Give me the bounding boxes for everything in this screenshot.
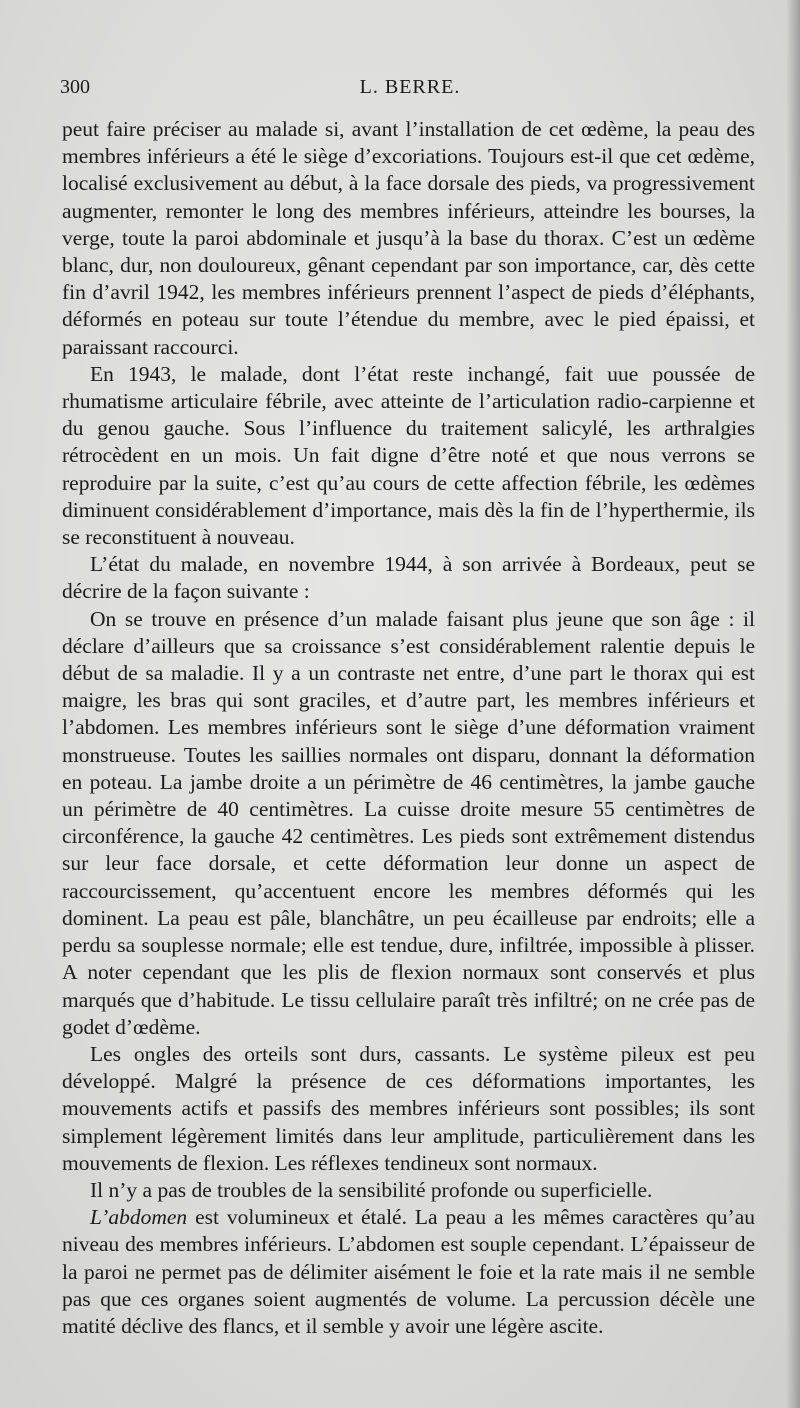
page-header [60,76,760,102]
paragraph-7 [62,1204,755,1340]
paragraph-6: Il n’y a pas de troubles de la sensibilité profonde ou superficielle. [90,1177,653,1202]
italic-lead: L’abdomen [90,1205,188,1230]
body-text [62,116,755,1340]
paragraph-5: Les ongles des orteils sont durs, cassants. Le système pileux est peu développé. Malgré la présence de ces déformations importantes, les mouvements actifs et passifs des membres inférieurs sont possibles; ils sont simplement légèrement limités dans leur amplitude, particulièrement dans les mouvements de flexion. Les réflexes tendineux sont normaux. [62,1041,755,1175]
paragraph-4: On se trouve en présence d’un malade faisant plus jeune que son âge : il déclare d’ailleurs que sa croissance s’est considérablement ralentie depuis le début de sa maladie. Il y a un contraste net entre, d’une part le thorax qui est maigre, les bras qui sont graciles, et d’autre part, les membres inférieurs et l’abdomen. Les membres inférieurs sont le siège d’une déformation vraiment monstrueuse. Toutes les saillies normales ont disparu, donnant la déformation en poteau. La jambe droite a un périmètre de 46 centimètres, la jambe gauche un périmètre de 40 centimètres. La cuisse droite mesure 55 centimètres de circonférence, la gauche 42 centimètres. Les pieds sont extrêmement distendus sur leur face dorsale, et cette déformation leur donne un aspect de raccourcissement, qu’accentuent encore les membres déformés qui les dominent. La peau est pâle, blanchâtre, un peu écailleuse par endroits; elle a perdu sa souplesse normale; elle est tendue, dure, infiltrée, impossible à plisser. A noter cependant que les plis de flexion normaux sont conservés et plus marqués que d’habitude. Le tissu cellulaire paraît très infiltré; on ne crée pas de godet d’œdème. [62,606,755,1039]
page-edge-shadow [786,0,800,1408]
paragraph-3: L’état du malade, en novembre 1944, à son arrivée à Bordeaux, peut se décrire de la façon suivante : [62,552,755,604]
paragraph-2: En 1943, le malade, dont l’état reste inchangé, fait uue poussée de rhumatisme articulaire fébrile, avec atteinte de l’articulation radio-carpienne et du genou gauche. Sous l’influence du traitement salicylé, les arthralgies rétrocèdent en un mois. Un fait digne d’être noté et que nous verrons se reproduire par la suite, c’est qu’au cours de cette affection fébrile, les œdèmes diminuent considérablement d’importance, mais dès la fin de l’hyperthermie, ils se reconstituent à nouveau. [62,361,755,550]
paragraph-1: peut faire préciser au malade si, avant l’installation de cet œdème, la peau des membres inférieurs a été le siège d’excoriations. Toujours est-il que cet œdème, localisé exclusivement au début, à la face dorsale des pieds, va progressivement augmenter, remonter le long des membres inférieurs, atteindre les bourses, la verge, toute la paroi abdominale et jusqu’à la base du thorax. C’est un œdème blanc, dur, non douloureux, gênant cependant par son importance, car, dès cette fin d’avril 1942, les membres inférieurs prennent l’aspect de pieds d’éléphants, déformés en poteau sur toute l’étendue du membre, avec le pied épaissi, et paraissant raccourci. [62,117,755,359]
running-title: L. BERRE. [359,76,461,98]
paragraph-7-rest: est volumineux et étalé. La peau a les mêmes caractères qu’au niveau des membres inférieurs. L’abdomen est souple cependant. L’épaisseur de la paroi ne permet pas de délimiter aisément le foie et la rate mais il ne semble pas que ces organes soient augmentés de volume. La percussion décèle une matité déclive des flancs, et il semble y avoir une légère ascite. [62,1205,755,1338]
page-number: 300 [60,76,90,98]
